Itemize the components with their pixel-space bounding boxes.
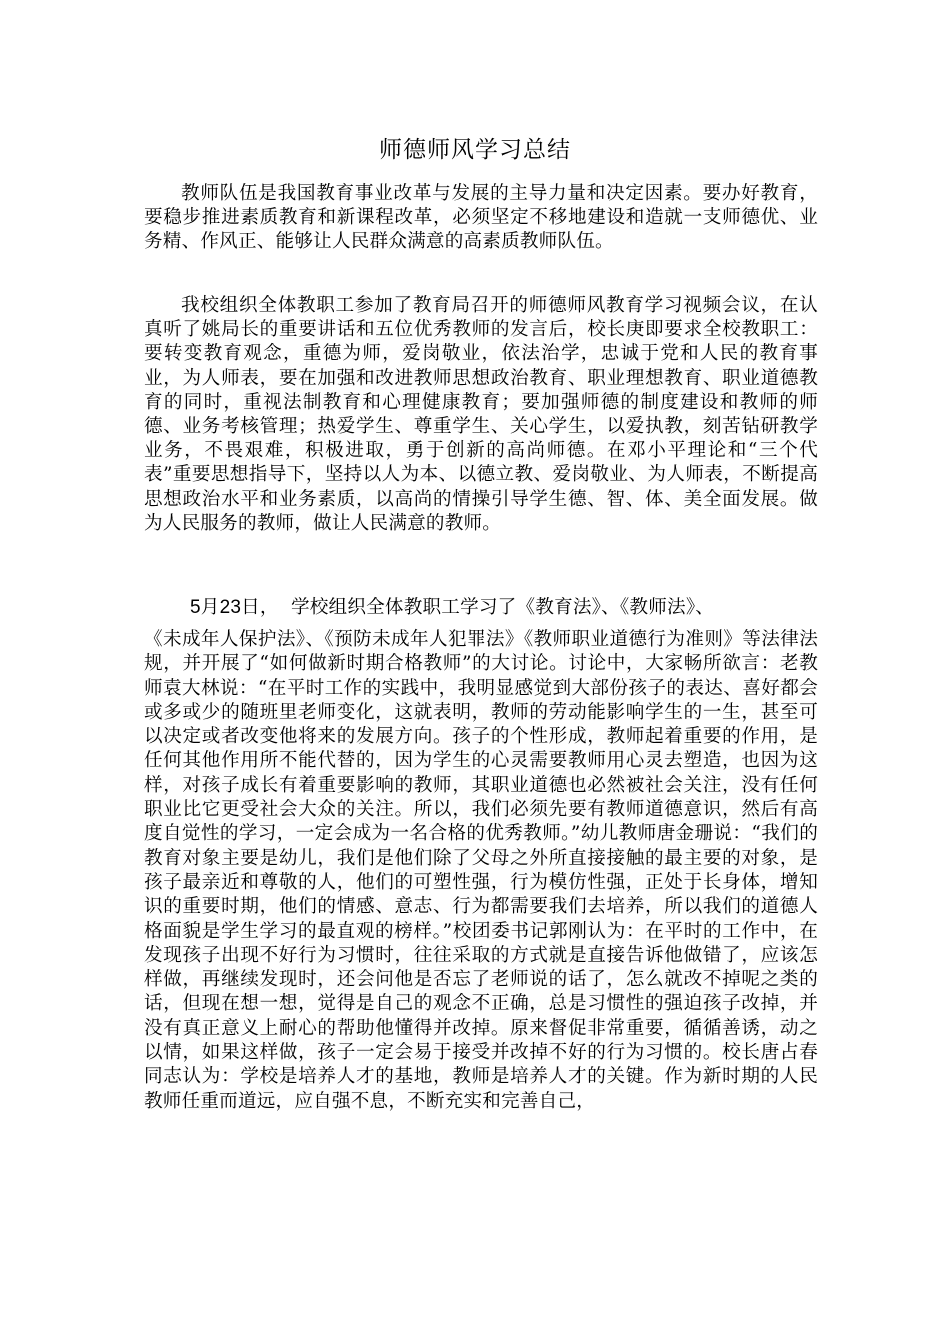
date-day-unit: 日， <box>241 597 279 618</box>
date-month: 5 <box>190 597 201 618</box>
paragraph-meeting: 我校组织全体教职工参加了教育局召开的师德师风教育学习视频会议，在认真听了姚局长的重要讲话和五位优秀教师的发言后，校长庚即要求全校教职工：要转变教育观念，重德为师，爱岗敬业，依法治学，忠诚于党和人民的教育事业，为人师表，要在加强和改进教师思想政治教育、职业理想教育、职业道德教育的同时，重视法制教育和心理健康教育；要加强师德的制度建设和教师的师德、业务考核管理；热爱学生、尊重学生、关心学生，以爱执教，刻苦钻研教学业务，不畏艰难，积极进取，勇于创新的高尚师德。在邓小平理论和“三个代表”重要思想指导下，坚持以人为本、以德立教、爱岗敬业、为人师表，不断提高思想政治水平和业务素质，以高尚的情操引导学生德、智、体、美全面发展。做为人民服务的教师，做让人民满意的教师。 <box>144 295 818 534</box>
paragraph-date-line <box>144 596 818 620</box>
date-day: 23 <box>219 597 242 618</box>
date-month-unit: 月 <box>200 597 220 618</box>
paragraph-discussion: 《未成年人保护法》、《预防未成年人犯罪法》《教师职业道德行为准则》等法律法规，并开展了“如何做新时期合格教师”的大讨论。讨论中，大家畅所欲言：老教师袁大林说：“在平时工作的实践中，我明显感觉到大部份孩子的表达、喜好都会或多或少的随班里老师变化，这就表明，教师的劳动能影响学生的一生，甚至可以决定或者改变他将来的发展方向。孩子的个性形成，教师起着重要的作用，是任何其他作用所不能代替的，因为学生的心灵需要教师用心灵去塑造，也因为这样，对孩子成长有着重要影响的教师，其职业道德也必然被社会关注，没有任何职业比它更受社会大众的关注。所以，我们必须先要有教师道德意识，然后有高度自觉性的学习，一定会成为一名合格的优秀教师。”幼儿教师唐金珊说：“我们的教育对象主要是幼儿，我们是他们除了父母之外所直接接触的最主要的对象，是孩子最亲近和尊敬的人，他们的可塑性强，行为模仿性强，正处于长身体，增知识的重要时期，他们的情感、意志、行为都需要我们去培养，所以我们的道德人格面貌是学生学习的最直观的榜样。”校团委书记郭刚认为：在平时的工作中，在发现孩子出现不好行为习惯时，往往采取的方式就是直接告诉他做错了，应该怎样做，再继续发现时，还会问他是否忘了老师说的话了，怎么就改不掉呢之类的话，但现在想一想，觉得是自己的观念不正确，总是习惯性的强迫孩子改掉，并没有真正意义上耐心的帮助他懂得并改掉。原来督促非常重要，循循善诱，动之以情，如果这样做，孩子一定会易于接受并改掉不好的行为习惯的。校长唐占春同志认为：学校是培养人才的基地，教师是培养人才的关键。作为新时期的人民教师任重而道远，应自强不息，不断充实和完善自己， <box>144 629 818 1112</box>
paragraph-intro: 教师队伍是我国教育事业改革与发展的主导力量和决定因素。要办好教育，要稳步推进素质教育和新课程改革，必须坚定不移地建设和造就一支师德优、业务精、作风正、能够让人民群众满意的高素质教师队伍。 <box>144 183 818 253</box>
date-line-text: 学校组织全体教职工学习了《教育法》、《教师法》、 <box>290 597 715 618</box>
document-title: 师德师风学习总结 <box>379 137 571 163</box>
